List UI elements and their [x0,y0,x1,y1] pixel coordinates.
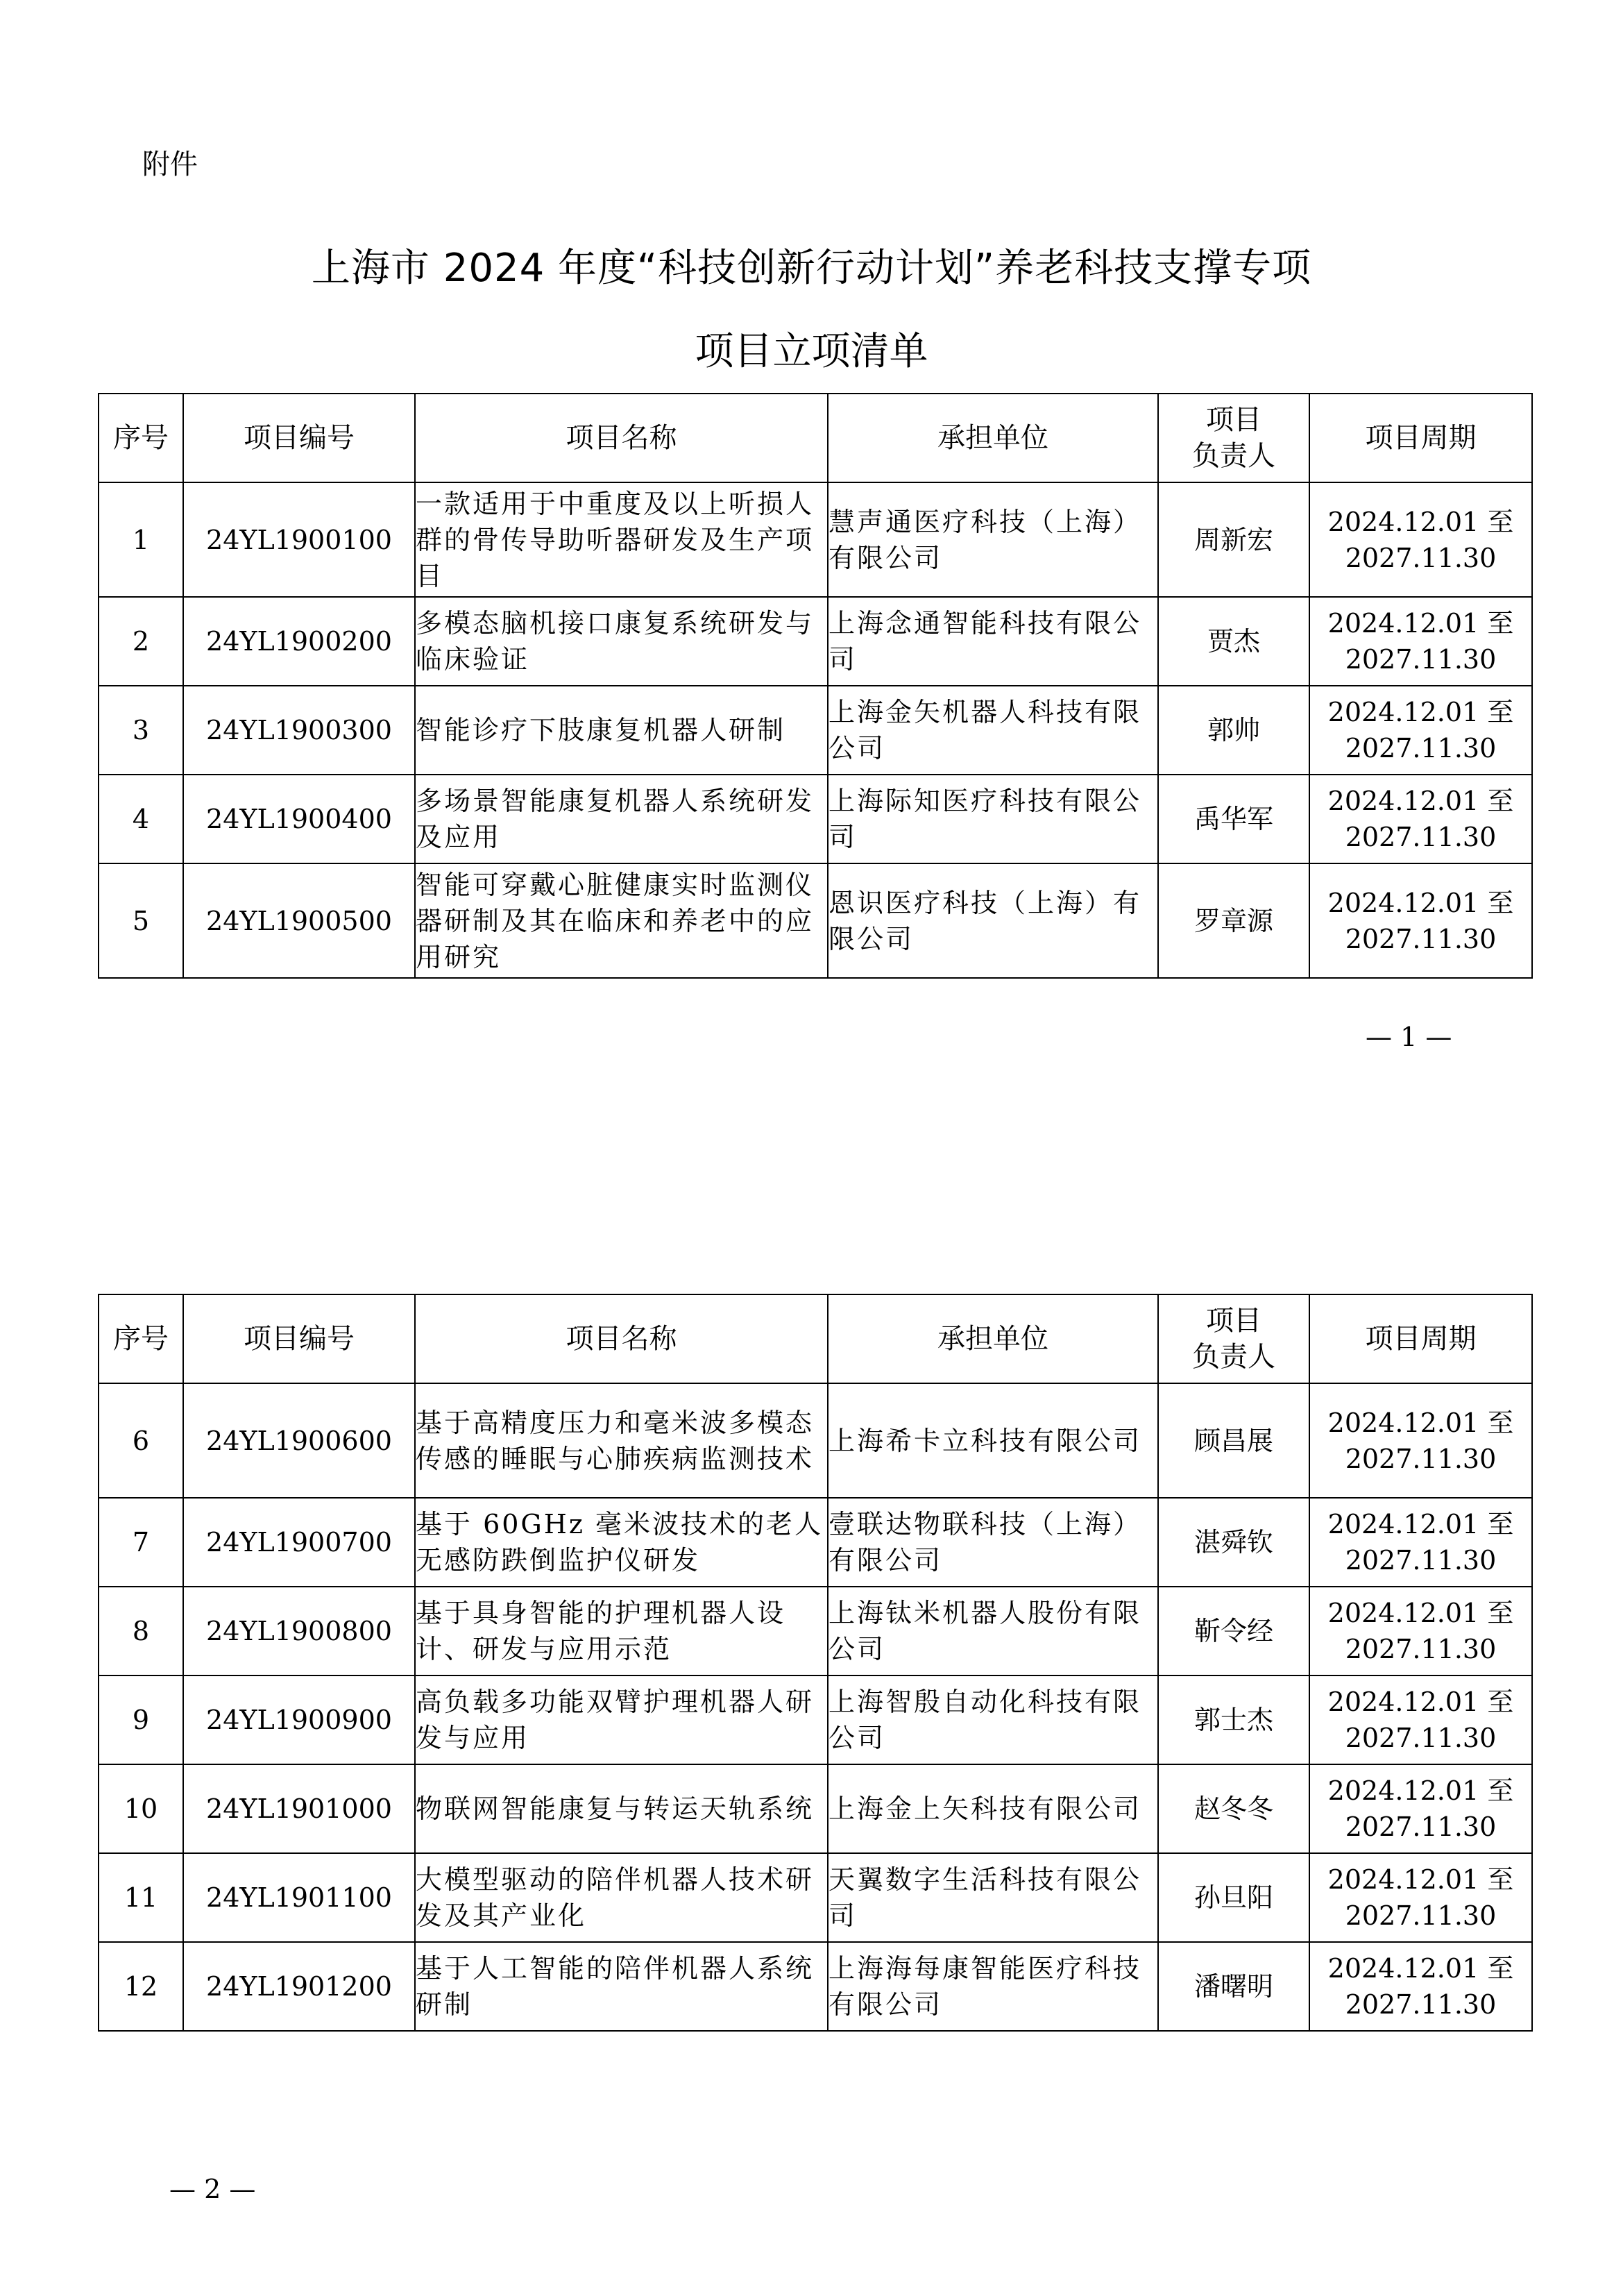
row-project-code: 24YL1900700 [183,1498,415,1587]
row-leader: 周新宏 [1158,482,1309,597]
row-period [1309,597,1532,686]
row-period-start: 2024.12.01 至 [1327,1407,1514,1438]
table-row [99,686,1532,775]
row-period-start: 2024.12.01 至 [1327,506,1514,537]
row-index: 8 [99,1587,183,1675]
row-project-name: 基于具身智能的护理机器人设计、研发与应用示范 [415,1587,828,1675]
row-leader: 罗章源 [1158,863,1309,978]
header-unit: 承担单位 [828,1294,1158,1383]
row-leader: 孙旦阳 [1158,1853,1309,1942]
row-period-end: 2027.11.30 [1345,542,1497,573]
row-unit: 天翼数字生活科技有限公司 [828,1853,1158,1942]
row-project-code: 24YL1900800 [183,1587,415,1675]
row-period-end: 2027.11.30 [1345,733,1497,763]
row-period-end: 2027.11.30 [1345,923,1497,954]
header-leader [1158,394,1309,482]
row-leader: 郭士杰 [1158,1675,1309,1764]
document-title: 上海市 2024 年度“科技创新行动计划”养老科技支撑专项 [311,246,1312,291]
page-number-1: — 1 — [1366,1022,1452,1052]
row-period-start: 2024.12.01 至 [1327,1953,1514,1984]
header-leader-line1: 项目 [1206,404,1261,436]
project-table-page1 [98,393,1533,979]
row-period [1309,1498,1532,1587]
row-index: 9 [99,1675,183,1764]
row-period-start: 2024.12.01 至 [1327,1687,1514,1717]
row-period-end: 2027.11.30 [1345,1989,1497,2020]
row-project-code: 24YL1900900 [183,1675,415,1764]
row-unit: 上海钛米机器人股份有限公司 [828,1587,1158,1675]
row-project-name: 智能可穿戴心脏健康实时监测仪器研制及其在临床和养老中的应用研究 [415,863,828,978]
header-leader-line1: 项目 [1206,1305,1261,1337]
header-name: 项目名称 [415,1294,828,1383]
row-project-name: 高负载多功能双臂护理机器人研发与应用 [415,1675,828,1764]
row-period-end: 2027.11.30 [1345,1812,1497,1842]
row-project-name: 智能诊疗下肢康复机器人研制 [415,686,828,775]
header-index: 序号 [99,394,183,482]
row-index: 1 [99,482,183,597]
table-row [99,482,1532,597]
row-period-start: 2024.12.01 至 [1327,887,1514,918]
table-header-row [99,1294,1532,1383]
row-period-start: 2024.12.01 至 [1327,1775,1514,1806]
row-leader: 赵冬冬 [1158,1764,1309,1853]
table-row [99,863,1532,978]
row-period [1309,686,1532,775]
table-row [99,1853,1532,1942]
row-period-end: 2027.11.30 [1345,1723,1497,1753]
row-leader: 潘曙明 [1158,1942,1309,2031]
row-period-end: 2027.11.30 [1345,1900,1497,1931]
row-period-end: 2027.11.30 [1345,1545,1497,1576]
row-unit: 慧声通医疗科技（上海）有限公司 [828,482,1158,597]
row-period [1309,775,1532,863]
row-period-end: 2027.11.30 [1345,644,1497,675]
row-project-code: 24YL1900100 [183,482,415,597]
row-project-name: 多模态脑机接口康复系统研发与临床验证 [415,597,828,686]
row-project-code: 24YL1900400 [183,775,415,863]
table-row [99,1383,1532,1498]
row-index: 12 [99,1942,183,2031]
header-period: 项目周期 [1309,394,1532,482]
header-period: 项目周期 [1309,1294,1532,1383]
row-period-end: 2027.11.30 [1345,1443,1497,1474]
row-leader: 顾昌展 [1158,1383,1309,1498]
row-unit: 恩识医疗科技（上海）有限公司 [828,863,1158,978]
row-unit: 上海海每康智能医疗科技有限公司 [828,1942,1158,2031]
table-row [99,597,1532,686]
row-index: 10 [99,1764,183,1853]
table-row [99,1764,1532,1853]
row-leader: 禹华军 [1158,775,1309,863]
header-code: 项目编号 [183,1294,415,1383]
table-body-page2 [99,1383,1532,2031]
row-project-name: 多场景智能康复机器人系统研发及应用 [415,775,828,863]
header-leader-line2: 负责人 [1192,1341,1275,1373]
row-index: 6 [99,1383,183,1498]
row-period-start: 2024.12.01 至 [1327,608,1514,639]
project-table-page2 [98,1294,1533,2032]
row-project-name: 物联网智能康复与转运天轨系统 [415,1764,828,1853]
table-header-row [99,394,1532,482]
table-row [99,1675,1532,1764]
row-period [1309,482,1532,597]
row-period-start: 2024.12.01 至 [1327,1598,1514,1628]
row-project-name: 大模型驱动的陪伴机器人技术研发及其产业化 [415,1853,828,1942]
row-period-start: 2024.12.01 至 [1327,697,1514,727]
row-leader: 郭帅 [1158,686,1309,775]
row-period [1309,1383,1532,1498]
table-row [99,775,1532,863]
row-period [1309,1764,1532,1853]
table-row [99,1587,1532,1675]
row-period [1309,1942,1532,2031]
row-project-code: 24YL1900300 [183,686,415,775]
row-project-code: 24YL1900600 [183,1383,415,1498]
row-unit: 上海金上矢科技有限公司 [828,1764,1158,1853]
header-leader-line2: 负责人 [1192,440,1275,472]
row-period [1309,863,1532,978]
header-unit: 承担单位 [828,394,1158,482]
row-period [1309,1587,1532,1675]
header-leader [1158,1294,1309,1383]
row-unit: 壹联达物联科技（上海）有限公司 [828,1498,1158,1587]
page-number-2: — 2 — [169,2174,256,2204]
row-project-code: 24YL1900500 [183,863,415,978]
row-period-end: 2027.11.30 [1345,822,1497,852]
header-name: 项目名称 [415,394,828,482]
row-index: 3 [99,686,183,775]
row-project-code: 24YL1900200 [183,597,415,686]
table-body-page1 [99,482,1532,978]
table-row [99,1498,1532,1587]
row-project-name: 一款适用于中重度及以上听损人群的骨传导助听器研发及生产项目 [415,482,828,597]
row-project-code: 24YL1901000 [183,1764,415,1853]
row-period-end: 2027.11.30 [1345,1634,1497,1664]
row-project-name: 基于高精度压力和毫米波多模态传感的睡眠与心肺疾病监测技术 [415,1383,828,1498]
row-period-start: 2024.12.01 至 [1327,1864,1514,1895]
row-unit: 上海智殷自动化科技有限公司 [828,1675,1158,1764]
row-period [1309,1675,1532,1764]
row-leader: 靳令经 [1158,1587,1309,1675]
row-unit: 上海希卡立科技有限公司 [828,1383,1158,1498]
row-index: 5 [99,863,183,978]
row-index: 2 [99,597,183,686]
table-row [99,1942,1532,2031]
row-project-name: 基于人工智能的陪伴机器人系统研制 [415,1942,828,2031]
row-unit: 上海念通智能科技有限公司 [828,597,1158,686]
row-leader: 湛舜钦 [1158,1498,1309,1587]
row-index: 4 [99,775,183,863]
row-period-start: 2024.12.01 至 [1327,786,1514,816]
row-unit: 上海金矢机器人科技有限公司 [828,686,1158,775]
row-project-code: 24YL1901200 [183,1942,415,2031]
row-index: 11 [99,1853,183,1942]
header-index: 序号 [99,1294,183,1383]
row-period [1309,1853,1532,1942]
row-unit: 上海际知医疗科技有限公司 [828,775,1158,863]
row-project-name: 基于 60GHz 毫米波技术的老人无感防跌倒监护仪研发 [415,1498,828,1587]
row-period-start: 2024.12.01 至 [1327,1509,1514,1539]
row-project-code: 24YL1901100 [183,1853,415,1942]
document-subtitle: 项目立项清单 [695,329,928,374]
row-index: 7 [99,1498,183,1587]
header-code: 项目编号 [183,394,415,482]
row-leader: 贾杰 [1158,597,1309,686]
attachment-label: 附件 [142,149,198,180]
